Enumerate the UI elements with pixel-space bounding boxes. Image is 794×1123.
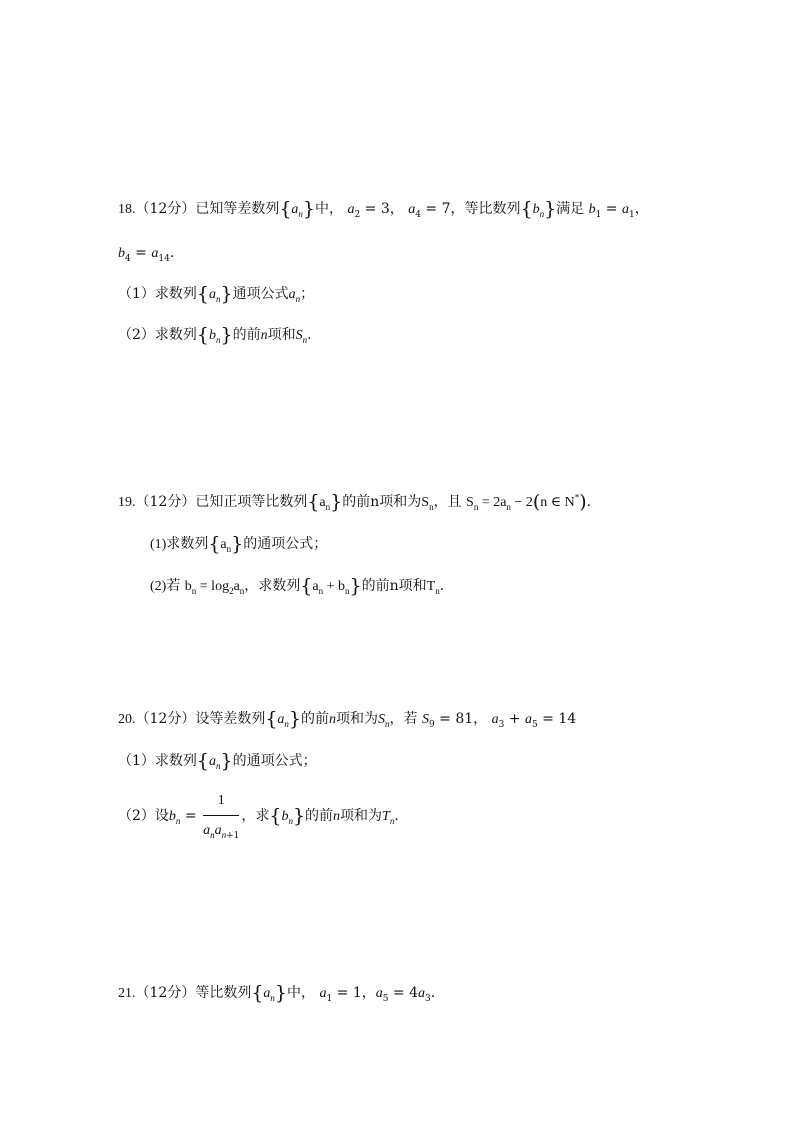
problem-18-statement-cont: $b_4 = a_{14}$. bbox=[118, 245, 175, 264]
problem-21-statement: 21.（12分）等比数列$\{a_n\}$中， $a_1 = 1$，$a_5 = 4a_3$. bbox=[118, 982, 436, 1004]
problem-19-part-2: (2)若 $b_n = \log_2a_n$，求数列$\{a_n + b_n\}$的前n项和$T_n$. bbox=[150, 575, 445, 597]
problem-19-part-1: (1)求数列$\{a_n\}$的通项公式； bbox=[150, 533, 328, 555]
problem-20-part-1: （1）求数列$\{a_n\}$的通项公式； bbox=[118, 750, 317, 772]
problem-20-statement: 20.（12分）设等差数列$\{a_n\}$的前n项和为$S_n$，若 $S_9 = 81$， $a_3 + a_5 = 14$ bbox=[118, 708, 577, 730]
problem-18-statement: 18.（12分）已知等差数列$\{a_n\}$中， $a_2 = 3$， $a_4 = 7$，等比数列$\{b_n\}$满足 $b_1 = a_1$， bbox=[118, 198, 649, 220]
fraction: $\frac{1}{a_na_{n+1}}$ bbox=[203, 790, 239, 842]
problem-20-part-2: （2）设$b_n$ = $\frac{1}{a_na_{n+1}}$ ，求$\{b_n\}$的前n项和为$T_n$. bbox=[118, 790, 399, 842]
problem-19-statement: 19.（12分）已知正项等比数列$\{a_n\}$的前n项和为$S_n$，且 $S_n = 2a_n - 2(n$ ∈ N*). bbox=[118, 491, 592, 513]
problem-18-part-1: （1）求数列$\{a_n\}$通项公式$a_n$； bbox=[118, 283, 315, 305]
problem-18-part-2: （2）求数列$\{b_n\}$的前n项和$S_n$. bbox=[118, 324, 312, 346]
